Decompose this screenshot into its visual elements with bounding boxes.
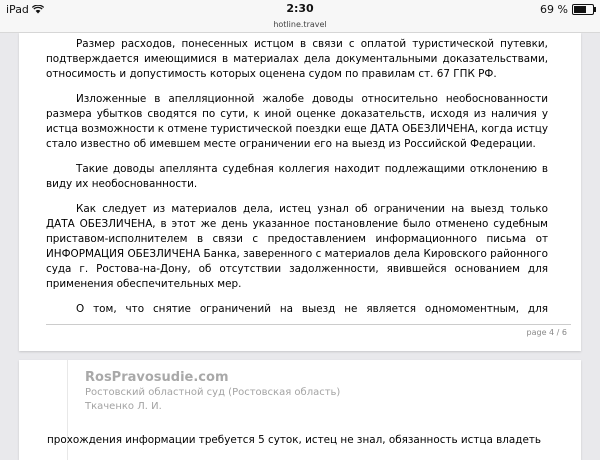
- battery-fill: [574, 6, 586, 13]
- battery-percent: 69 %: [540, 3, 568, 16]
- court-name: Ростовский областной суд (Ростовская область): [85, 387, 341, 398]
- page-indicator: page 4 / 6: [526, 328, 567, 337]
- document-page: [19, 33, 581, 351]
- paragraph: Размер расходов, понесенных истцом в связи с оплатой туристической путевки, подтверждается имеющимися в материалах дела документальными доказательствами, относимость и допустимость которых оценена судом по правилам ст. 67 ГПК РФ.: [46, 38, 548, 80]
- battery-status: [540, 3, 594, 16]
- page-content: [46, 37, 548, 327]
- battery-icon: [572, 4, 594, 15]
- paragraph: Такие доводы апеллянта судебная коллегия находит подлежащими отклонению в виду их необоснованности.: [46, 163, 548, 190]
- status-bar: [0, 0, 600, 20]
- judge-name: Ткаченко Л. И.: [85, 401, 162, 412]
- page-divider: [46, 324, 571, 325]
- next-document-page: [19, 360, 581, 460]
- page-header: [85, 370, 340, 414]
- paragraph: Изложенные в апелляционной жалобе доводы относительно необоснованности размера убытков сводятся по сути, к иной оценке доказательств, исходя из наличия у истца возможности к отмене туристической поездки еще ДАТА ОБЕЗЛИЧЕНА, когда истцу стало известно об имевшем месте ограничении его на выезд из Российской Федерации.: [46, 93, 548, 150]
- clock: 2:30: [286, 2, 314, 15]
- url-text[interactable]: hotline.travel: [273, 20, 327, 29]
- paragraph: О том, что снятие ограничений на выезд не является одномоментным, для: [76, 303, 548, 315]
- continued-text: прохождения информации требуется 5 суток, истец не знал, обязанность истца владеть: [47, 434, 542, 446]
- device-label: iPad: [6, 3, 44, 16]
- url-bar[interactable]: [0, 20, 600, 33]
- site-name: RosPravosudie.com: [85, 370, 229, 385]
- paragraph: Как следует из материалов дела, истец узнал об ограничении на выезд только ДАТА ОБЕЗЛИЧЕНА, в этот же день указанное постановление было отменено судебным приставом-исполнителем в связи с предоставлением информационного письма от ИНФОРМАЦИЯ ОБЕЗЛИЧЕНА Банка, заверенного с материалов дела Кировского районного суда г. Ростова-на-Дону, об отсутствии задолженности, явившейся основанием для применения обеспечительных мер.: [46, 203, 548, 290]
